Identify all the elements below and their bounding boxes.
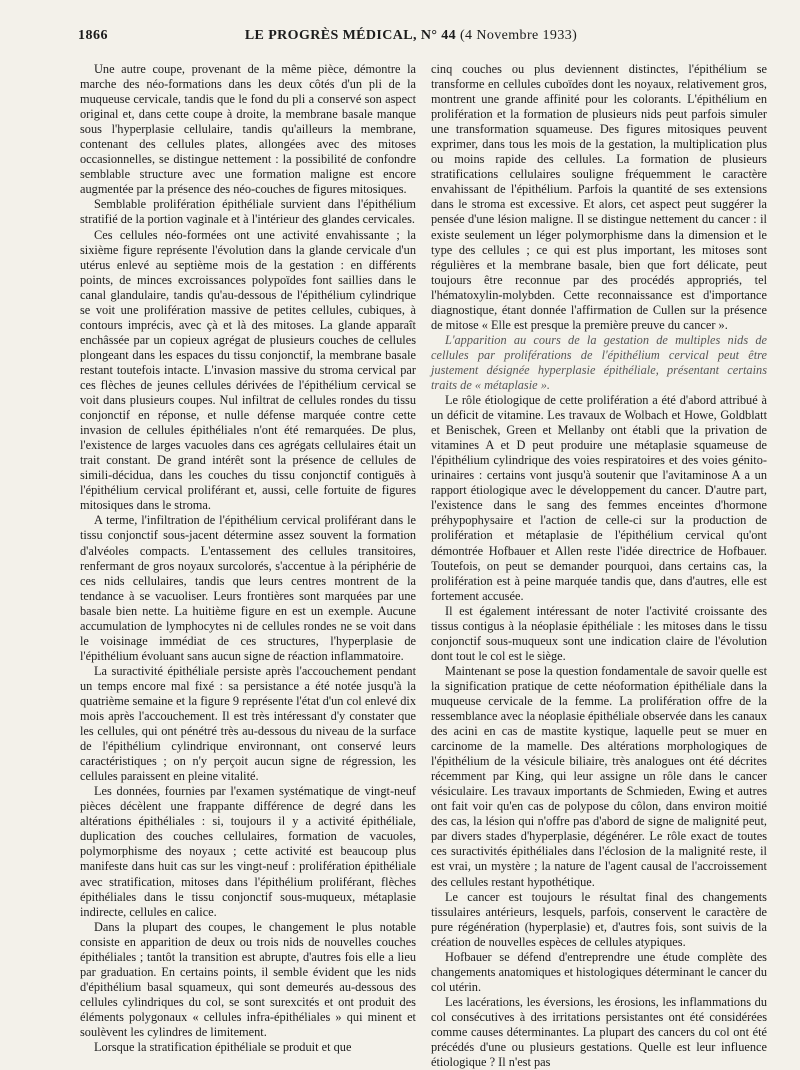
paragraph: Les lacérations, les éversions, les érosions, les inflammations du col consécutives à des irritations persistantes ont été considérées comme causes déterminantes. La plupart des cancers du col ont été précédés d'une ou plusieurs gestations. Quelle est leur influence étiologique ? Il n'est pas [431,994,767,1070]
paragraph: Il est également intéressant de noter l'activité croissante des tissus contigus à la néoplasie épithéliale : les mitoses dans le tissu conjonctif sous-muqueux sont une indication claire de l'évolution dont tout le col est le siège. [431,603,767,663]
paragraph: Une autre coupe, provenant de la même pièce, démontre la marche des néo-formations dans les deux côtés d'un pli de la muqueuse cervicale, tandis que le fond du pli a conservé son aspect original et, dans cette coupe à droite, la membrane basale manque sous l'hyperplasie cellulaire, tandis qu'ailleurs la membrane, contenant des cellules plates, allongées avec des mitoses occasionnelles, se distingue nettement : la possibilité de confondre semblable structure avec une formation maligne est encore augmentée par la présence des néo-couches de figures mitosiques. [80,62,416,197]
issue-date: (4 Novembre 1933) [459,28,578,43]
paragraph: Semblable prolifération épithéliale survient dans l'épithélium stratifié de la portion vaginale et à l'intérieur des glandes cervicales. [80,197,416,227]
issue-number: N° 44 [420,28,457,43]
paragraph: Le rôle étiologique de cette prolifération a été d'abord attribué à un déficit de vitamine. Les travaux de Wolbach et Howe, Goldblatt et Benischek, Green et Mellanby ont établi que la privation de vitamines A et D peut produire une métaplasie squameuse de l'épithélium cylindrique des voies respiratoires et des voies génito-urinaires : certains vont jusqu'à soutenir que l'avitaminose A a un rapport étiologique avec le développement du cancer. D'autre part, l'existence dans le sang des femmes enceintes d'hormone préhypophysaire et l'action de celle-ci sur la production de prolifération et métaplasie de l'épithélium cervical qu'ont démontrée Hofbauer et Allen reste l'idée directrice de Hofbauer. Toutefois, on peut se demander pourquoi, dans certains cas, la prolifération est à peine marquée tandis que, dans d'autres, elle est fortement accusée. [431,393,767,603]
paragraph: Hofbauer se défend d'entreprendre une étude complète des changements anatomiques et histologiques déterminant le cancer du col utérin. [431,949,767,994]
left-column [80,62,416,1055]
italic-summary: L'apparition au cours de la gestation de multiples nids de cellules par proliférations de l'épithélium cervical peut être justement désignée hyperplasie épithéliale, présentant certains traits de « métaplasie ». [431,332,767,392]
paragraph: cinq couches ou plus deviennent distinctes, l'épithélium se transforme en cellules cuboïdes dont les noyaux, relativement gros, montrent une grande affinité pour les colorants. L'épithélium en prolifération et la formation de plusieurs nids peut parfois simuler une transformation squameuse. Des figures mitosiques peuvent exprimer, dans tous les mois de la gestation, la multiplication plus ou moins rapide des cellules. La formation de plusieurs stratifications cellulaires souligne fréquemment le caractère envahissant de l'épithélium. Parfois la quantité de ses extensions dans le stroma est excessive. Et alors, cet aspect peut suggérer la pensée d'une lésion maligne. Il se distingue nettement du cancer : il existe seulement un léger polymorphisme dans la dimension et le type des cellules ; ce qui est plus important, les mitoses sont régulières et la membrane basale, bien que fort délicate, peut toujours être reconnue par des procédés appropriés, tel l'hématoxylin-molybden. Cette reconnaissance est d'importance diagnostique, étant donnée l'affirmation de Cullen sur la présence de mitose « Elle est presque la première preuve du cancer ». [431,62,767,332]
paragraph: A terme, l'infiltration de l'épithélium cervical proliférant dans le tissu conjonctif sous-jacent détermine assez souvent la formation d'alvéoles compacts. L'entassement des cellules transitoires, renfermant de gros noyaux surcolorés, s'accentue à la périphérie de ces nids cellulaires, tandis que leurs centres montrent de la tendance à se vacuoliser. Leurs frontières sont marquées par une basale bien nette. La huitième figure en est un exemple. Aucune accumulation de lymphocytes ni de cellules rondes ne se voit dans le voisinage immédiat de ces structures, l'hyperplasie de l'épithélium évoluant sans aucun signe de réaction inflammatoire. [80,513,416,663]
paragraph: La suractivité épithéliale persiste après l'accouchement pendant un temps encore mal fixé : sa persistance a été notée jusqu'à la quatrième semaine et la figure 9 représente l'état d'un col enlevé dix mois après l'accouchement. Il est très intéressant d'y constater que les cellules, qui ont pénétré très au-dessous du niveau de la surface de l'épithélium cylindrique environnant, ont conservé leurs caractéristiques ; on n'y perçoit aucun signe de régression, les cellules paraissent en pleine vitalité. [80,663,416,784]
page-number: 1866 [78,28,108,43]
paragraph: Les données, fournies par l'examen systématique de vingt-neuf pièces décèlent une frappante différence de degré dans les altérations épithéliales : si, toujours il y a activité épithéliale, duplication des couches cellulaires, formation de vacuoles, polymorphisme des noyaux ; cette activité est beaucoup plus manifeste dans huit cas sur les vingt-neuf : prolifération épithéliale avec stratification, mitoses dans l'épithélium proliférant, flèches épithéliales dans le tissu conjonctif sous-muqueux, métaplasie indirecte, cellules en calice. [80,784,416,919]
running-title [78,28,744,44]
paragraph: Ces cellules néo-formées ont une activité envahissante ; la sixième figure représente l'évolution dans la glande cervicale d'un utérus enlevé au septième mois de la gestation : en différents points, de minces excroissances polypoïdes font saillies dans le canal glandulaire, tandis qu'au-dessous de l'épithélium cylindrique se voit une prolifération massive de petites cellules, cubiques, à contours imprécis, avec çà et là des mitoses. La glande apparaît enchâssée par un copieux agrégat de plusieurs couches de cellules plongeant dans les espaces du tissu conjonctif, la membrane basale restant toutefois intacte. L'invasion massive du stroma cervical par ces flèches de jeunes cellules dérivées de l'épithélium cervical se voit dans plusieurs coupes. Nul infiltrat de cellules rondes du tissu conjonctif en réponse, et nulle défense marquée contre cette invasion de cellules épithéliales n'ont été remarquées. De plus, l'existence de larges vacuoles dans ces agrégats cellulaires était un trait constant. De grand intérêt sont la présence de cellules de simili-déciduа, dans les couches du tissu conjonctif contiguës à l'épithélium cervical proliférant et, aussi, celle fortuite de figures mitosiques dans le stroma. [80,227,416,513]
page-header [78,28,744,50]
paragraph: Lorsque la stratification épithéliale se produit et que [94,1040,352,1055]
paragraph: Maintenant se pose la question fondamentale de savoir quelle est la signification pratique de cette néoformation épithéliale dans la muqueuse cervicale de la femme. La prolifération offre de la ressemblance avec la néoplasie épithéliale observée dans les canaux des acini en cas de mastite kystique, laquelle peut se muer en carcinome de la mamelle. Des altérations morphologiques de l'épithélium de la vésicule biliaire, très analogues ont été décrites récemment par King, qui leur assigne un rôle dans le cancer vésiculaire. Les travaux importants de Schmieden, Ewing et autres ont fait voir qu'en cas de polypose du côlon, dans environ moitié des cas, la lésion qui n'offre pas d'abord de signe de malignité peut, par divers stades d'hyperplasie, dégénérer. Le rôle exact de toutes ces suractivités épithéliales dans l'éclosion de la malignité reste, il est vrai, un mystère ; la nature de l'agent causal de l'accroissement des cellules restant hypothétique. [431,663,767,889]
paragraph: Dans la plupart des coupes, le changement le plus notable consiste en apparition de deux ou trois nids de nouvelles couches épithéliales ; tantôt la transition est abrupte, d'autres fois elle a lieu par graduation. En certains points, il semble évident que les nids d'épithélium basal squameux, qui sont demeurés au-dessous des cellules cylindriques du col, se sont surexcités et ont produit des éléments polygonaux « cellules infra-épithéliales » qui minent et soulèvent les cylindres de limitement. [80,919,416,1039]
right-column [431,62,767,1070]
paragraph: Le cancer est toujours le résultat final des changements tissulaires antérieurs, lesquels, parfois, conservent le caractère de pure régénération (hyperplasie) et, d'autres fois, sont suivis de la création de nouvelles espèces de cellules atypiques. [431,889,767,949]
journal-title: LE PROGRÈS MÉDICAL, [244,28,417,43]
